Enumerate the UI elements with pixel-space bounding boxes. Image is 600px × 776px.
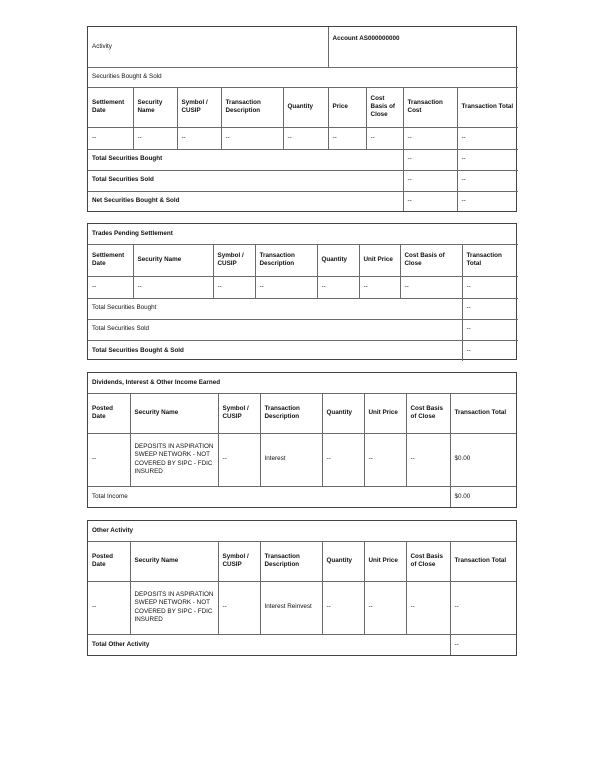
column-header: Posted Date <box>88 393 130 433</box>
table-cell: -- <box>213 276 255 298</box>
dividends-table <box>88 373 516 507</box>
total-value: -- <box>450 634 516 655</box>
table-cell: -- <box>462 276 518 298</box>
table-cell: -- <box>218 433 260 486</box>
total-label: Total Securities Bought <box>88 149 403 170</box>
column-header: Cost Basis of Close <box>406 393 450 433</box>
table-cell: -- <box>328 127 366 149</box>
total-row <box>88 149 518 170</box>
total-cost: -- <box>403 170 457 191</box>
total-label: Total Securities Bought <box>88 298 462 319</box>
total-value: -- <box>462 298 518 319</box>
table-cell: -- <box>403 127 457 149</box>
column-header: Quantity <box>317 244 359 276</box>
column-header: Transaction Total <box>450 393 516 433</box>
column-header: Security Name <box>133 87 177 127</box>
table-cell: -- <box>88 433 130 486</box>
column-header: Transaction Total <box>450 541 516 581</box>
total-cost: -- <box>403 191 457 211</box>
column-header: Cost Basis of Close <box>406 541 450 581</box>
table-cell: Interest <box>260 433 322 486</box>
column-header: Settlement Date <box>88 87 133 127</box>
table-cell: -- <box>88 127 133 149</box>
table-cell: -- <box>364 433 406 486</box>
column-header: Quantity <box>322 393 364 433</box>
table-cell: Interest Reinvest <box>260 581 322 634</box>
table-cell: -- <box>457 127 518 149</box>
column-header: Transaction Total <box>462 244 518 276</box>
section-title: Dividends, Interest & Other Income Earned <box>88 373 516 393</box>
column-header: Quantity <box>322 541 364 581</box>
table-cell: -- <box>133 127 177 149</box>
table-cell: -- <box>88 581 130 634</box>
total-value: -- <box>457 170 518 191</box>
pending-table <box>88 224 518 361</box>
column-header: Symbol / CUSIP <box>213 244 255 276</box>
account-label: Account AS000000000 <box>328 27 518 67</box>
total-row <box>88 191 518 211</box>
other-activity-section <box>87 520 517 656</box>
column-header: Cost Basis of Close <box>400 244 462 276</box>
table-row <box>88 433 516 486</box>
section-title: Trades Pending Settlement <box>88 224 518 244</box>
total-cost: -- <box>403 149 457 170</box>
table-row <box>88 127 518 149</box>
table-cell: -- <box>133 276 213 298</box>
column-header: Transaction Cost <box>403 87 457 127</box>
total-row <box>88 298 518 319</box>
column-header: Transaction Description <box>255 244 317 276</box>
column-header: Symbol / CUSIP <box>177 87 221 127</box>
total-label: Total Securities Sold <box>88 170 403 191</box>
column-header: Security Name <box>133 244 213 276</box>
table-cell: -- <box>283 127 328 149</box>
total-row <box>88 170 518 191</box>
total-label: Total Income <box>88 486 450 507</box>
table-row <box>88 276 518 298</box>
table-cell: -- <box>317 276 359 298</box>
table-cell: -- <box>177 127 221 149</box>
activity-label: Activity <box>88 27 328 67</box>
section-title: Other Activity <box>88 521 516 541</box>
column-header: Unit Price <box>364 393 406 433</box>
table-cell: -- <box>322 581 364 634</box>
column-header: Transaction Description <box>260 393 322 433</box>
total-value: -- <box>462 340 518 361</box>
column-header: Security Name <box>130 541 218 581</box>
table-cell: -- <box>406 581 450 634</box>
table-cell: -- <box>359 276 400 298</box>
section-title: Securities Bought & Sold <box>88 67 518 87</box>
column-header: Cost Basis of Close <box>366 87 403 127</box>
dividends-section <box>87 372 517 508</box>
table-cell: DEPOSITS IN ASPIRATION SWEEP NETWORK - NOT COVERED BY SIPC - FDIC INSURED <box>130 433 218 486</box>
column-header: Unit Price <box>364 541 406 581</box>
table-row <box>88 581 516 634</box>
table-cell: -- <box>322 433 364 486</box>
total-row <box>88 486 516 507</box>
total-value: -- <box>457 149 518 170</box>
column-header: Settlement Date <box>88 244 133 276</box>
column-header: Quantity <box>283 87 328 127</box>
column-header: Transaction Description <box>260 541 322 581</box>
table-cell: -- <box>221 127 283 149</box>
table-cell: -- <box>406 433 450 486</box>
trades-pending-section <box>87 223 517 360</box>
table-cell: DEPOSITS IN ASPIRATION SWEEP NETWORK - NOT COVERED BY SIPC - FDIC INSURED <box>130 581 218 634</box>
total-row <box>88 319 518 340</box>
column-header: Transaction Total <box>457 87 518 127</box>
column-header: Unit Price <box>359 244 400 276</box>
column-header: Security Name <box>130 393 218 433</box>
column-header: Transaction Description <box>221 87 283 127</box>
column-header: Posted Date <box>88 541 130 581</box>
table-cell: -- <box>400 276 462 298</box>
securities-bought-sold-section <box>87 26 517 212</box>
total-row <box>88 634 516 655</box>
total-row <box>88 340 518 361</box>
table-cell: -- <box>218 581 260 634</box>
total-label: Total Securities Bought & Sold <box>88 340 462 361</box>
column-header: Symbol / CUSIP <box>218 541 260 581</box>
total-label: Net Securities Bought & Sold <box>88 191 403 211</box>
column-header: Price <box>328 87 366 127</box>
table-cell: -- <box>88 276 133 298</box>
table-cell: -- <box>366 127 403 149</box>
table-cell: -- <box>255 276 317 298</box>
total-value: -- <box>457 191 518 211</box>
table-cell: -- <box>364 581 406 634</box>
other-activity-table <box>88 521 516 655</box>
table-cell: $0.00 <box>450 433 516 486</box>
total-label: Total Securities Sold <box>88 319 462 340</box>
total-value: $0.00 <box>450 486 516 507</box>
total-label: Total Other Activity <box>88 634 450 655</box>
total-value: -- <box>462 319 518 340</box>
table-cell: -- <box>450 581 516 634</box>
column-header: Symbol / CUSIP <box>218 393 260 433</box>
bought-sold-table <box>88 27 518 211</box>
